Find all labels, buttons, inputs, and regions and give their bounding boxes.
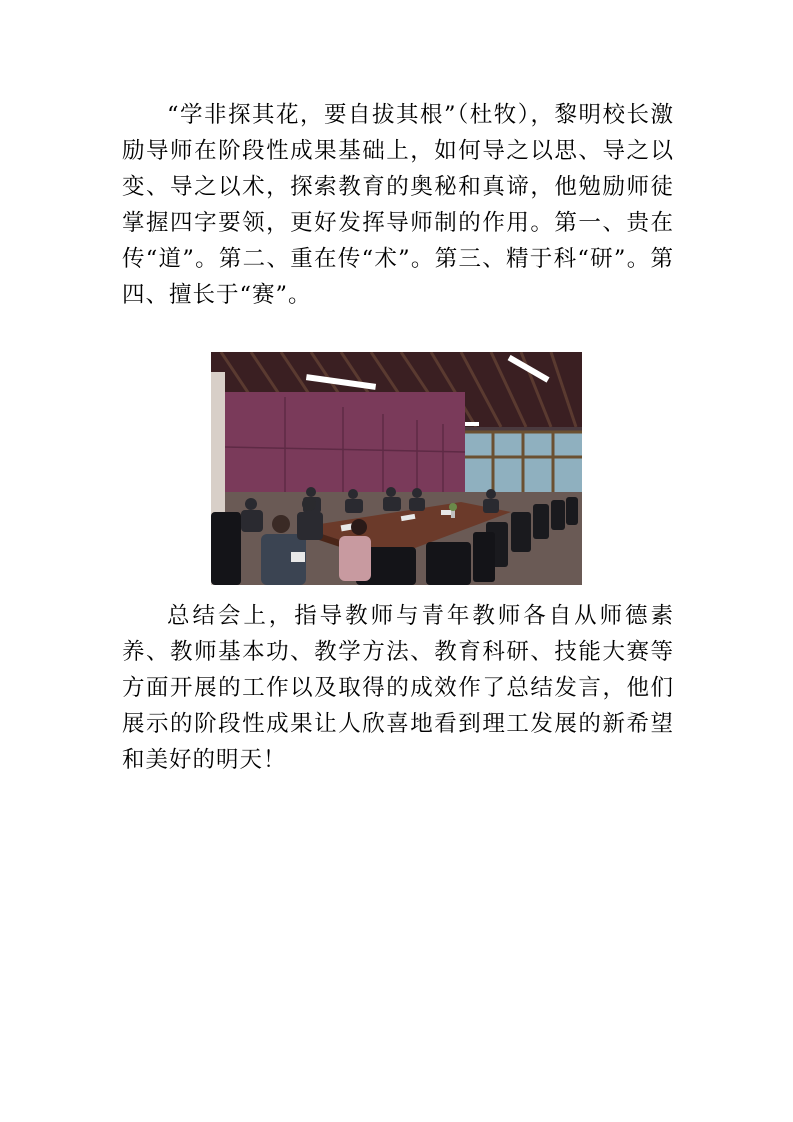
paragraph-2: 总结会上，指导教师与青年教师各自从师德素养、教师基本功、教学方法、教育科研、技能大赛等方面开展的工作以及取得的成效作了总结发言，他们展示的阶段性成果让人欣喜地看到理工发展的新希望和美好的明天！	[122, 603, 674, 773]
paragraph-1: “学非探其花，要自拔其根”（杜牧），黎明校长激励导师在阶段性成果基础上，如何导之以思、导之以变、导之以术，探索教育的奥秘和真谛，他勉励师徒掌握四字要领，更好发挥导师制的作用。第一、贵在传“道”。第二、重在传“术”。第三、精于科“研”。第四、擅长于“赛”。	[122, 102, 674, 308]
meeting-photo	[211, 352, 582, 585]
